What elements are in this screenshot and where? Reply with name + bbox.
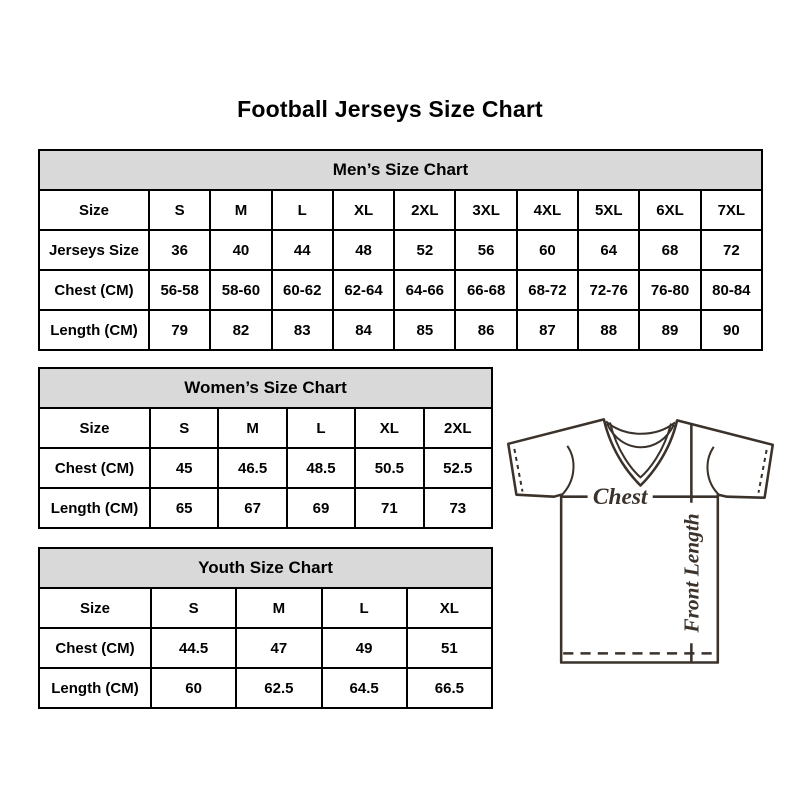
- size-value-cell: 60: [151, 668, 236, 708]
- womens-size-table: [38, 367, 493, 529]
- size-value-cell: 64-66: [394, 270, 455, 310]
- men-section-header-row: [39, 150, 762, 190]
- size-value-cell: 62.5: [236, 668, 321, 708]
- table-row: [39, 408, 492, 448]
- size-value-cell: 48: [333, 230, 394, 270]
- women-section-header-row: [39, 368, 492, 408]
- size-value-cell: L: [272, 190, 333, 230]
- size-value-cell: 69: [287, 488, 355, 528]
- size-value-cell: 52.5: [424, 448, 492, 488]
- size-value-cell: 67: [218, 488, 286, 528]
- size-value-cell: 51: [407, 628, 492, 668]
- size-value-cell: 52: [394, 230, 455, 270]
- size-value-cell: 60: [517, 230, 578, 270]
- size-value-cell: 6XL: [639, 190, 700, 230]
- size-value-cell: 40: [210, 230, 271, 270]
- size-value-cell: 5XL: [578, 190, 639, 230]
- size-value-cell: 72-76: [578, 270, 639, 310]
- size-value-cell: S: [149, 190, 210, 230]
- size-value-cell: 60-62: [272, 270, 333, 310]
- size-value-cell: 7XL: [701, 190, 762, 230]
- size-value-cell: S: [150, 408, 218, 448]
- row-label: Chest (CM): [39, 448, 150, 488]
- size-value-cell: 85: [394, 310, 455, 350]
- size-value-cell: 71: [355, 488, 423, 528]
- size-value-cell: M: [210, 190, 271, 230]
- row-label: Size: [39, 190, 149, 230]
- size-value-cell: XL: [407, 588, 492, 628]
- table-row: [39, 628, 492, 668]
- size-value-cell: 58-60: [210, 270, 271, 310]
- size-value-cell: 89: [639, 310, 700, 350]
- size-value-cell: 47: [236, 628, 321, 668]
- size-value-cell: 2XL: [424, 408, 492, 448]
- table-row: [39, 488, 492, 528]
- size-value-cell: 87: [517, 310, 578, 350]
- men-section-title: Men’s Size Chart: [39, 150, 762, 190]
- size-value-cell: 44: [272, 230, 333, 270]
- table-row: [39, 448, 492, 488]
- youth-size-table: [38, 547, 493, 709]
- chest-label: Chest: [592, 483, 648, 510]
- size-value-cell: 4XL: [517, 190, 578, 230]
- size-value-cell: L: [322, 588, 407, 628]
- size-value-cell: 76-80: [639, 270, 700, 310]
- size-value-cell: 49: [322, 628, 407, 668]
- size-value-cell: XL: [333, 190, 394, 230]
- size-value-cell: 62-64: [333, 270, 394, 310]
- size-value-cell: 73: [424, 488, 492, 528]
- jersey-diagram-icon: [498, 396, 783, 691]
- jersey-body-outline: [508, 419, 772, 662]
- size-value-cell: 48.5: [287, 448, 355, 488]
- row-label: Chest (CM): [39, 270, 149, 310]
- row-label: Length (CM): [39, 488, 150, 528]
- size-value-cell: 68-72: [517, 270, 578, 310]
- size-value-cell: 56-58: [149, 270, 210, 310]
- size-value-cell: 64.5: [322, 668, 407, 708]
- size-value-cell: 65: [150, 488, 218, 528]
- women-section-title: Women’s Size Chart: [39, 368, 492, 408]
- row-label: Length (CM): [39, 310, 149, 350]
- size-value-cell: 64: [578, 230, 639, 270]
- jersey-measurement-diagram: [498, 396, 783, 691]
- size-value-cell: S: [151, 588, 236, 628]
- size-value-cell: 66-68: [455, 270, 516, 310]
- size-value-cell: 79: [149, 310, 210, 350]
- size-value-cell: 72: [701, 230, 762, 270]
- size-value-cell: 84: [333, 310, 394, 350]
- row-label: Jerseys Size: [39, 230, 149, 270]
- mens-size-table: [38, 149, 763, 351]
- size-value-cell: M: [236, 588, 321, 628]
- table-row: [39, 190, 762, 230]
- size-value-cell: 45: [150, 448, 218, 488]
- size-value-cell: 56: [455, 230, 516, 270]
- row-label: Size: [39, 588, 151, 628]
- size-value-cell: XL: [355, 408, 423, 448]
- size-value-cell: 2XL: [394, 190, 455, 230]
- size-value-cell: 50.5: [355, 448, 423, 488]
- table-row: [39, 668, 492, 708]
- youth-section-header-row: [39, 548, 492, 588]
- page-title: Football Jerseys Size Chart: [237, 96, 543, 122]
- row-label: Length (CM): [39, 668, 151, 708]
- row-label: Chest (CM): [39, 628, 151, 668]
- table-row: [39, 270, 762, 310]
- size-value-cell: 82: [210, 310, 271, 350]
- size-value-cell: 80-84: [701, 270, 762, 310]
- table-row: [39, 310, 762, 350]
- size-value-cell: L: [287, 408, 355, 448]
- size-value-cell: M: [218, 408, 286, 448]
- size-value-cell: 86: [455, 310, 516, 350]
- size-value-cell: 66.5: [407, 668, 492, 708]
- table-row: [39, 230, 762, 270]
- front-length-label: Front Length: [679, 513, 704, 633]
- size-value-cell: 68: [639, 230, 700, 270]
- youth-section-title: Youth Size Chart: [39, 548, 492, 588]
- size-value-cell: 88: [578, 310, 639, 350]
- size-value-cell: 90: [701, 310, 762, 350]
- size-value-cell: 46.5: [218, 448, 286, 488]
- size-value-cell: 83: [272, 310, 333, 350]
- row-label: Size: [39, 408, 150, 448]
- size-value-cell: 36: [149, 230, 210, 270]
- table-row: [39, 588, 492, 628]
- size-value-cell: 3XL: [455, 190, 516, 230]
- size-value-cell: 44.5: [151, 628, 236, 668]
